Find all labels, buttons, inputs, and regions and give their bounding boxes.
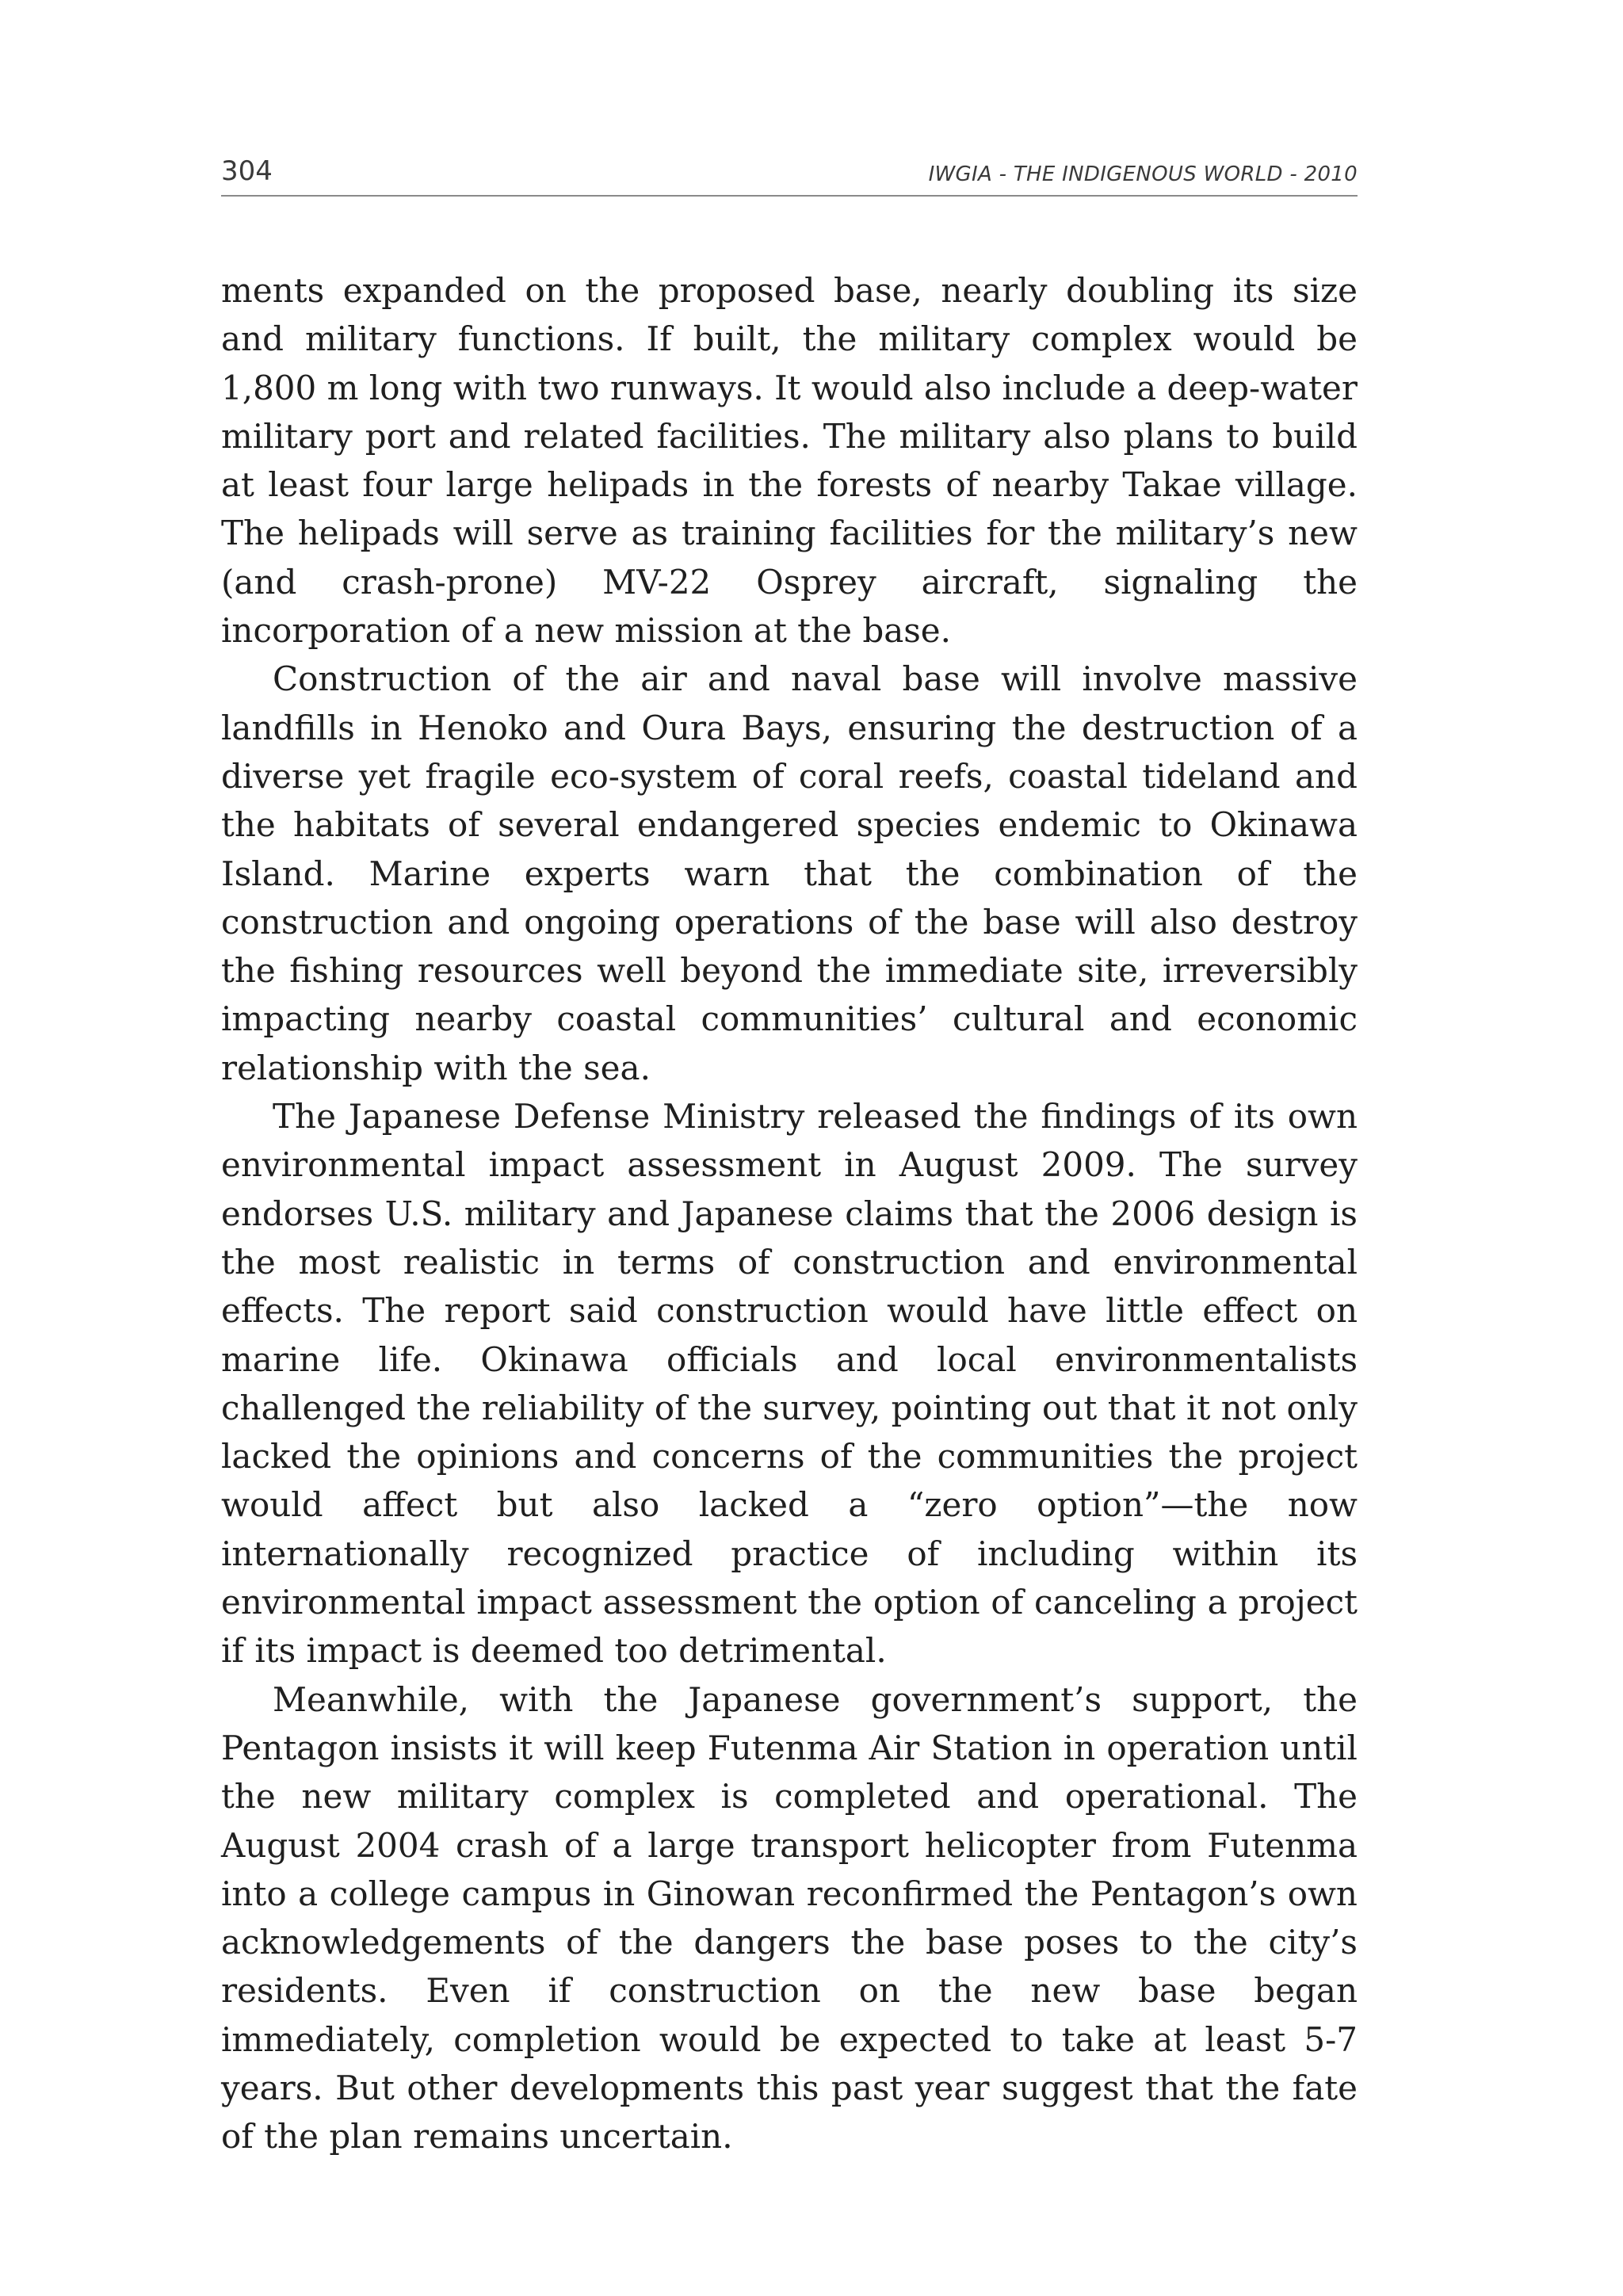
running-header <box>221 155 1358 197</box>
paragraph-1: ments expanded on the proposed base, nearly doubling its size and military functions. If built, the military complex would be 1,800 m long with two runways. It would also include a deep-water military port and related facilities. The military also plans to build at least four large helipads in the forests of nearby Takae village. The helipads will serve as training facilities for the military’s new (and crash-prone) MV-22 Osprey aircraft, signaling the incorporation of a new mission at the base. <box>221 271 1358 651</box>
paragraph-4: Meanwhile, with the Japanese government’s support, the Pentagon insists it will keep Futenma Air Station in operation until the new military complex is completed and operational. The August 2004 crash of a large transport helicopter from Futenma into a college campus in Ginowan reconfirmed the Pentagon’s own acknowledgements of the dangers the base poses to the city’s residents. Even if construction on the new base began immediately, completion would be expected to take at least 5-7 years. But other developments this past year suggest that the fate of the plan remains uncertain. <box>221 1679 1358 2157</box>
paragraph-3: The Japanese Defense Ministry released the findings of its own environmental impact assessment in August 2009. The survey endorses U.S. military and Japanese claims that the 2006 design is the most realistic in terms of construction and environmental effects. The report said construction would have little effect on marine life. Okinawa officials and local environmentalists challenged the reliability of the survey, pointing out that it not only lacked the opinions and concerns of the communities the project would affect but also lacked a “zero option”—the now internationally recognized practice of including within its environmental impact assessment the option of canceling a project if its impact is deemed too detrimental. <box>221 1097 1358 1671</box>
running-title: IWGIA - THE INDIGENOUS WORLD - 2010 <box>928 162 1358 186</box>
page-number: 304 <box>221 155 273 187</box>
paragraph-2: Construction of the air and naval base will involve massive landfills in Henoko and Oura Bays, ensuring the destruction of a diverse yet fragile eco-system of coral reefs, coastal tideland and the habitats of several endangered species endemic to Okinawa Island. Marine experts warn that the combination of the construction and ongoing operations of the base will also destroy the fishing resources well beyond the immediate site, irreversibly impacting nearby coastal communities’ cultural and economic relationship with the sea. <box>221 659 1358 1087</box>
body-text <box>221 266 1358 2161</box>
